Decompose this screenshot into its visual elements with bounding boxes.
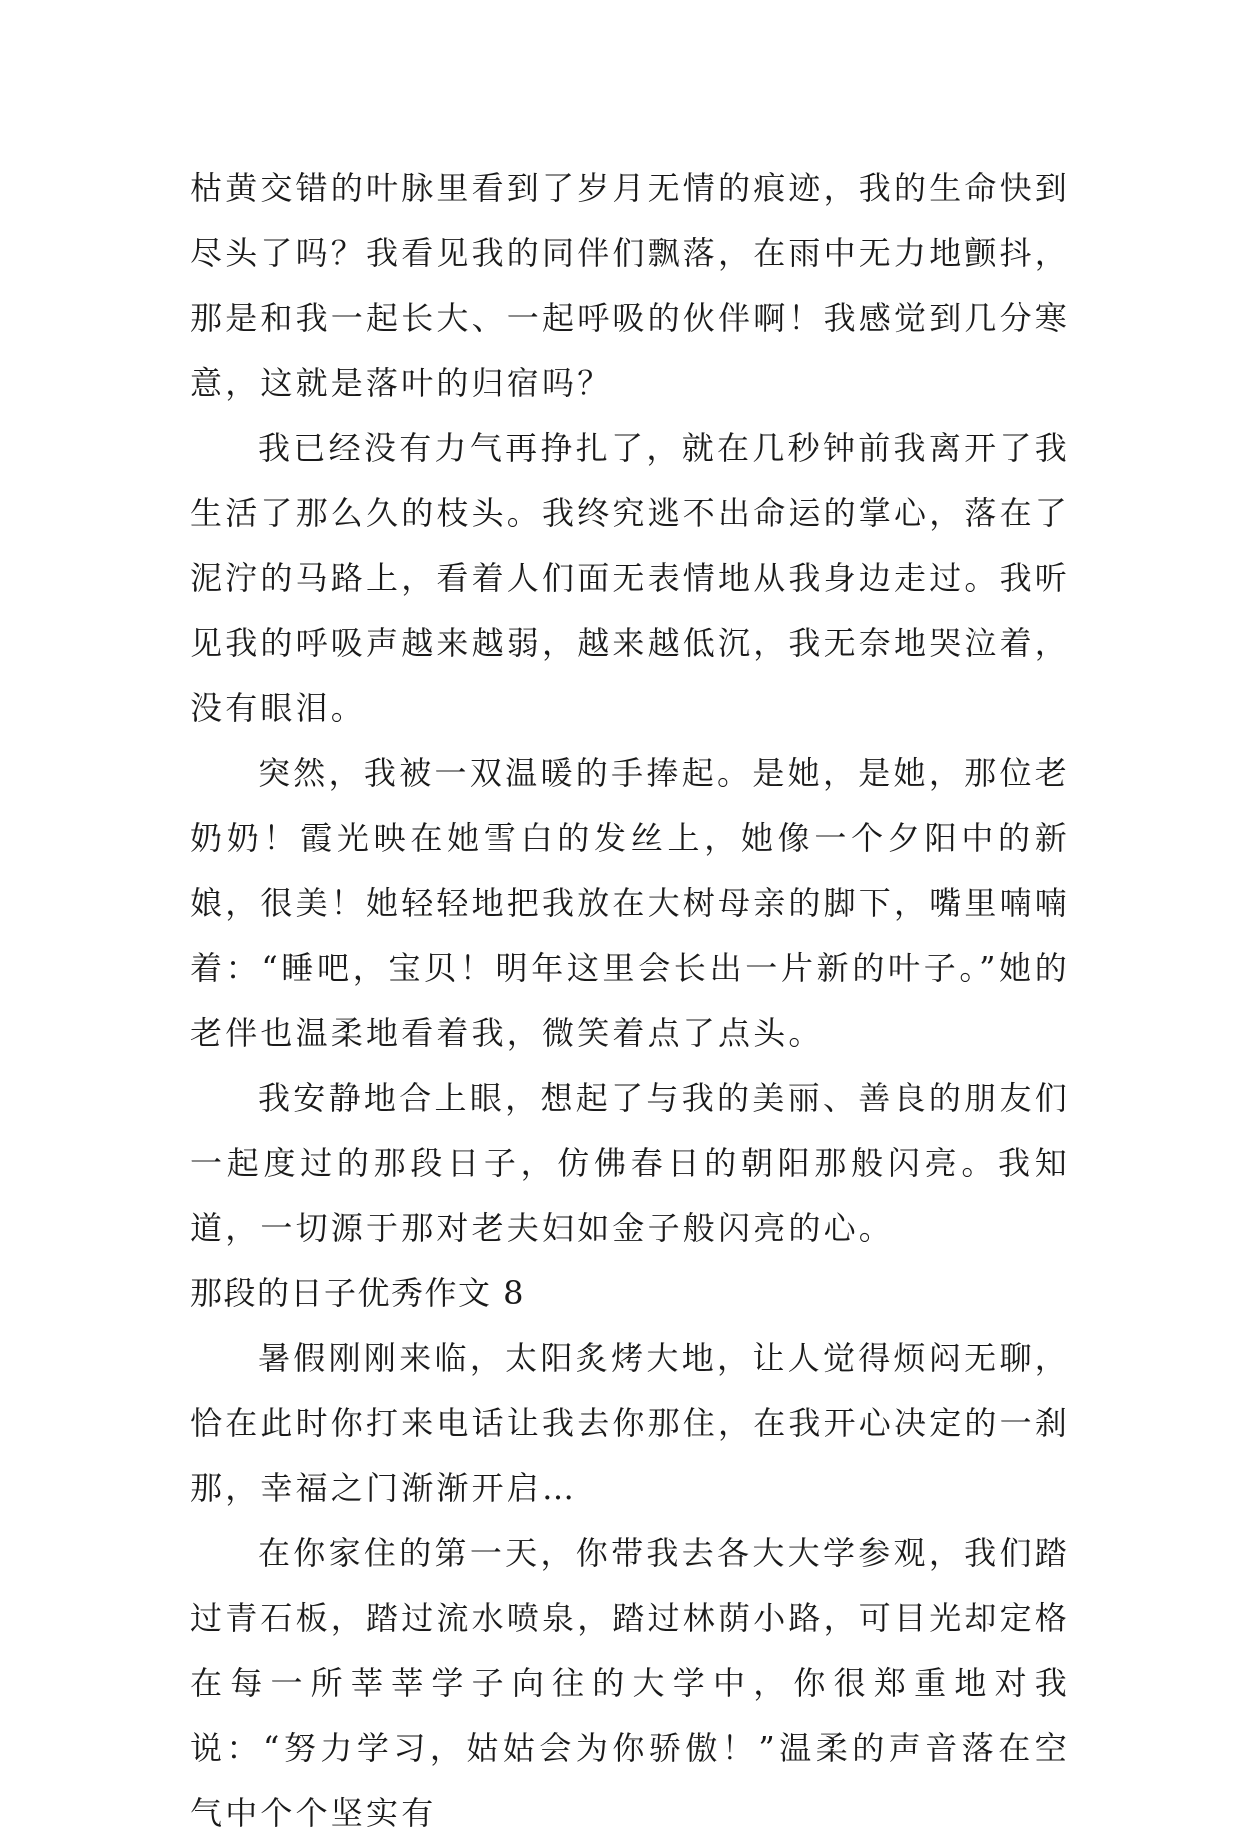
- document-body: [190, 156, 1070, 1846]
- essay-heading: 那段的日子优秀作文 8: [190, 1274, 526, 1312]
- paragraph-grandmother: 突然，我被一双温暖的手捧起。是她，是她，那位老奶奶！霞光映在她雪白的发丝上，她像一个夕阳中的新娘，很美！她轻轻地把我放在大树母亲的脚下，嘴里喃喃着：“睡吧，宝贝！明年这里会长出一片新的叶子。”她的老伴也温柔地看着我，微笑着点了点头。: [190, 754, 1071, 1052]
- paragraph-leaving-branch: 我已经没有力气再挣扎了，就在几秒钟前我离开了我生活了那么久的枝头。我终究逃不出命运的掌心，落在了泥泞的马路上，看着人们面无表情地从我身边走过。我听见我的呼吸声越来越弱，越来越低沉，我无奈地哭泣着，没有眼泪。: [190, 429, 1071, 727]
- paragraph-summer-vacation: 暑假刚刚来临，太阳炙烤大地，让人觉得烦闷无聊，恰在此时你打来电话让我去你那住，在我开心决定的一刹那，幸福之门渐渐开启…: [190, 1339, 1071, 1507]
- paragraph-falling-leaf: 枯黄交错的叶脉里看到了岁月无情的痕迹，我的生命快到尽头了吗？我看见我的同伴们飘落，在雨中无力地颤抖，那是和我一起长大、一起呼吸的伙伴啊！我感觉到几分寒意，这就是落叶的归宿吗？: [190, 169, 1071, 402]
- paragraph-closing-eyes: 我安静地合上眼，想起了与我的美丽、善良的朋友们一起度过的那段日子，仿佛春日的朝阳那般闪亮。我知道，一切源于那对老夫妇如金子般闪亮的心。: [190, 1079, 1070, 1247]
- paragraph-university-visit: 在你家住的第一天，你带我去各大大学参观，我们踏过青石板，踏过流水喷泉，踏过林荫小路，可目光却定格在每一所莘莘学子向往的大学中，你很郑重地对我说：“努力学习，姑姑会为你骄傲！”温柔的声音落在空气中个个坚实有: [190, 1534, 1071, 1832]
